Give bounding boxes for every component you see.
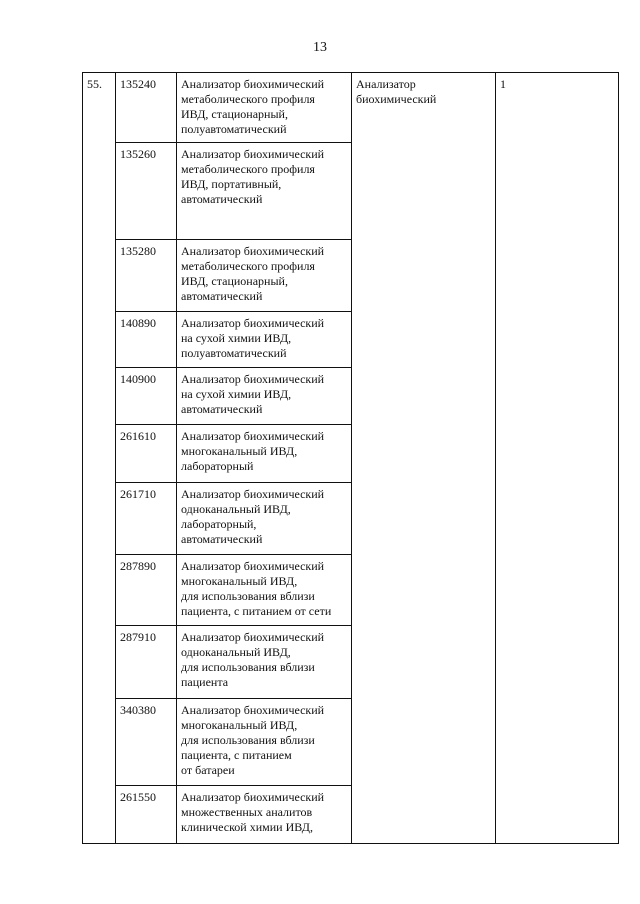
device-name: Анализатор биохимический на сухой химии ИВД, полуавтоматический bbox=[181, 316, 325, 360]
device-name: Анализатор биохимический многоканальный ИВД, для использования вблизи пациента, с питанием от сети bbox=[181, 559, 332, 618]
device-code: 140890 bbox=[120, 316, 156, 330]
device-name: Анализатор бнохимический многоканальный ИВД, для использования вблизи пациента, с питанием от батареи bbox=[181, 703, 325, 777]
device-code: 135260 bbox=[120, 147, 156, 161]
code-cell bbox=[116, 312, 177, 368]
device-code: 135280 bbox=[120, 244, 156, 258]
page-number: 13 bbox=[313, 40, 327, 55]
name-cell bbox=[177, 143, 352, 240]
device-code: 261610 bbox=[120, 429, 156, 443]
code-cell bbox=[116, 425, 177, 483]
code-cell bbox=[116, 368, 177, 425]
name-cell bbox=[177, 312, 352, 368]
table-row bbox=[83, 73, 619, 143]
name-cell bbox=[177, 555, 352, 626]
device-code: 287910 bbox=[120, 630, 156, 644]
device-code: 135240 bbox=[120, 77, 156, 91]
name-cell bbox=[177, 626, 352, 699]
code-cell bbox=[116, 786, 177, 844]
code-cell bbox=[116, 483, 177, 555]
name-cell bbox=[177, 368, 352, 425]
device-name: Анализатор биохимический многоканальный ИВД, лабораторный bbox=[181, 429, 325, 473]
device-code: 287890 bbox=[120, 559, 156, 573]
name-cell bbox=[177, 786, 352, 844]
device-name: Анализатор биохимический множественных аналитов клинической химии ИВД, bbox=[181, 790, 325, 834]
device-group: Анализатор биохимический bbox=[356, 77, 437, 106]
device-code: 261710 bbox=[120, 487, 156, 501]
row-number-cell bbox=[83, 73, 116, 844]
group-cell bbox=[352, 73, 496, 844]
name-cell bbox=[177, 240, 352, 312]
device-name: Анализатор биохимический метаболического профиля ИВД, стационарный, автоматический bbox=[181, 244, 325, 303]
code-cell bbox=[116, 699, 177, 786]
device-code: 140900 bbox=[120, 372, 156, 386]
code-cell bbox=[116, 143, 177, 240]
risk-class: 1 bbox=[500, 77, 506, 91]
device-name: Анализатор биохимический метаболического профиля ИВД, стационарный, полуавтоматический bbox=[181, 77, 325, 136]
device-name: Анализатор биохимический на сухой химии ИВД, автоматический bbox=[181, 372, 325, 416]
name-cell bbox=[177, 699, 352, 786]
device-name: Анализатор биохимический метаболического профиля ИВД, портативный, автоматический bbox=[181, 147, 325, 206]
device-code: 340380 bbox=[120, 703, 156, 717]
device-code: 261550 bbox=[120, 790, 156, 804]
name-cell bbox=[177, 425, 352, 483]
code-cell bbox=[116, 555, 177, 626]
device-name: Анализатор биохимический одноканальный ИВД, лабораторный, автоматический bbox=[181, 487, 325, 546]
device-name: Анализатор биохимический одноканальный ИВД, для использования вблизи пациента bbox=[181, 630, 325, 689]
code-cell bbox=[116, 626, 177, 699]
device-table bbox=[82, 72, 619, 844]
name-cell bbox=[177, 483, 352, 555]
name-cell bbox=[177, 73, 352, 143]
code-cell bbox=[116, 240, 177, 312]
code-cell bbox=[116, 73, 177, 143]
class-cell bbox=[496, 73, 619, 844]
row-number: 55. bbox=[87, 77, 102, 91]
